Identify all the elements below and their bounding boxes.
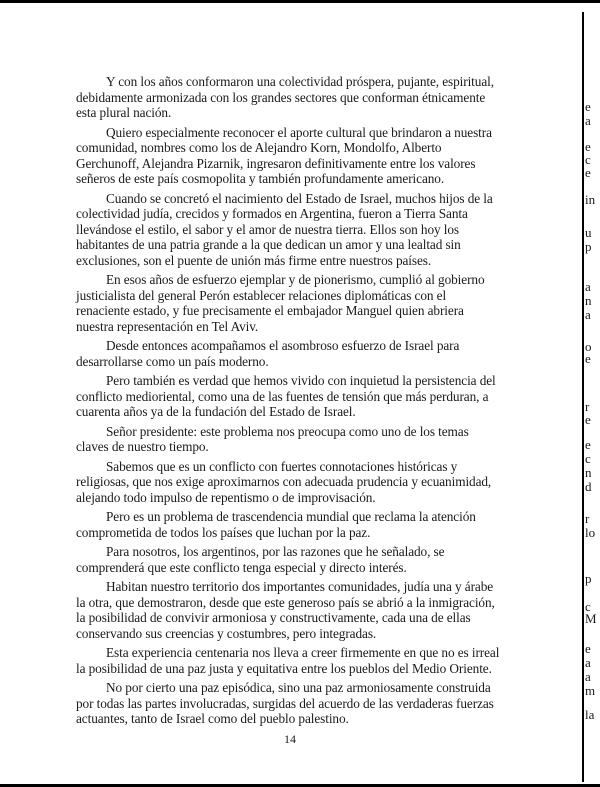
facing-page-fragment: u bbox=[585, 225, 592, 240]
facing-page-fragment: e bbox=[585, 437, 591, 452]
paragraph-4: En esos años de esfuerzo ejemplar y de pionerismo, cumplió al gobierno justicialista del general Perón establecer relaciones diplomáticas con el renaciente estado, y fue precisamente el embajador Manguel quien abriera nuestra representación en Tel Aviv. bbox=[76, 272, 485, 334]
facing-page-fragment: p bbox=[585, 571, 592, 586]
facing-page-fragment: m bbox=[585, 683, 596, 698]
paragraph-5: Desde entonces acompañamos el asombroso esfuerzo de Israel para desarrollarse como un país moderno. bbox=[76, 338, 460, 369]
facing-page-fragment: d bbox=[585, 479, 592, 494]
facing-page-fragment: a bbox=[585, 669, 591, 684]
facing-page-fragment: c bbox=[585, 152, 591, 167]
facing-page-fragment: la bbox=[585, 707, 595, 722]
paragraph-9: Pero es un problema de trascendencia mundial que reclama la atención comprometida de todos los países que luchan por la paz. bbox=[76, 509, 476, 540]
facing-page-fragment: e bbox=[585, 641, 591, 656]
paragraph-12: Esta experiencia centenaria nos lleva a creer firmemente en que no es irreal la posibilidad de una paz justa y equitativa entre los pueblos del Medio Oriente. bbox=[76, 645, 500, 676]
page-number: 14 bbox=[284, 732, 296, 746]
facing-page-fragment: e bbox=[585, 99, 591, 114]
facing-page-fragment: p bbox=[585, 239, 592, 254]
paragraph-7: Señor presidente: este problema nos preocupa como uno de los temas claves de nuestro tiempo. bbox=[76, 423, 469, 454]
facing-page-fragment: o bbox=[585, 339, 592, 354]
paragraph-1: Y con los años conformaron una colectividad próspera, pujante, espiritual, debidamente armonizada con los grandes sectores que conforman étnicamente esta plural nación. bbox=[76, 74, 494, 120]
facing-page-fragment: a bbox=[585, 307, 591, 322]
facing-page-fragment: e bbox=[585, 165, 591, 180]
paragraph-2: Quiero especialmente reconocer el aporte cultural que brindaron a nuestra comunidad, nombres como los de Alejandro Korn, Mondolfo, Alberto Gerchunoff, Alejandra Pizarnik, ingresaron definitivamente entre los valores señeros de este país cosmopolita y también profundamente americano. bbox=[76, 124, 492, 186]
facing-page-fragment: lo bbox=[585, 525, 596, 540]
paragraph-6: Pero también es verdad que hemos vivido con inquietud la persistencia del conflicto medioriental, como una de las fuentes de tensión que más perduran, a cuarenta años ya de la fundación del Estado de Israel. bbox=[76, 373, 496, 419]
facing-page-fragment: n bbox=[585, 465, 592, 480]
facing-page-fragment: e bbox=[585, 139, 591, 154]
facing-page-fragment: a bbox=[585, 655, 591, 670]
paragraph-13: No por cierto una paz episódica, sino una paz armoniosamente construida por todas las partes involucradas, surgidas del acuerdo de las verdaderas fuerzas actuantes, tanto de Israel como del pueblo palestino. bbox=[76, 680, 494, 726]
facing-page-fragment: c bbox=[585, 451, 591, 466]
facing-page-edge bbox=[574, 0, 600, 787]
scan-top-edge bbox=[0, 0, 600, 3]
facing-page-fragment: e bbox=[585, 351, 591, 366]
facing-page-fragment: r bbox=[585, 399, 590, 414]
paragraph-3: Cuando se concretó el nacimiento del Estado de Israel, muchos hijos de la colectividad judía, crecidos y formados en Argentina, fueron a Tierra Santa llevándose el estilo, el sabor y el amor de nuestra tierra. Ellos son hoy los habitantes de una patria grande a la que dedican un amor y una lealtad sin exclusiones, son el puente de unión más firme entre nuestros países. bbox=[76, 190, 493, 268]
facing-page-fragment: n bbox=[585, 293, 592, 308]
paragraph-10: Para nosotros, los argentinos, por las razones que he señalado, se comprenderá que este conflicto tenga especial y directo interés. bbox=[76, 544, 445, 575]
facing-page-fragment: r bbox=[585, 511, 590, 526]
facing-page-fragment: in bbox=[585, 192, 596, 207]
facing-page-fragment: a bbox=[585, 113, 591, 128]
main-text-column bbox=[76, 74, 501, 731]
facing-page-fragment: c bbox=[585, 599, 591, 614]
facing-page-fragment: M bbox=[585, 611, 597, 626]
facing-page-fragment: e bbox=[585, 412, 591, 427]
paragraph-8: Sabemos que es un conflicto con fuertes connotaciones históricas y religiosas, que nos exige aproximarnos con adecuada prudencia y ecuanimidad, alejando todo impulso de repentismo o de improvisación. bbox=[76, 458, 492, 505]
paragraph-11: Habitan nuestro territorio dos importantes comunidades, judía una y árabe la otra, que demostraron, desde que este generoso país se abrió a la inmigración, la posibilidad de convivir armoniosa y constructivamente, cada una de ellas conservando sus creencias y costumbres, pero integradas. bbox=[76, 579, 495, 641]
facing-page-fragment: a bbox=[585, 279, 591, 294]
